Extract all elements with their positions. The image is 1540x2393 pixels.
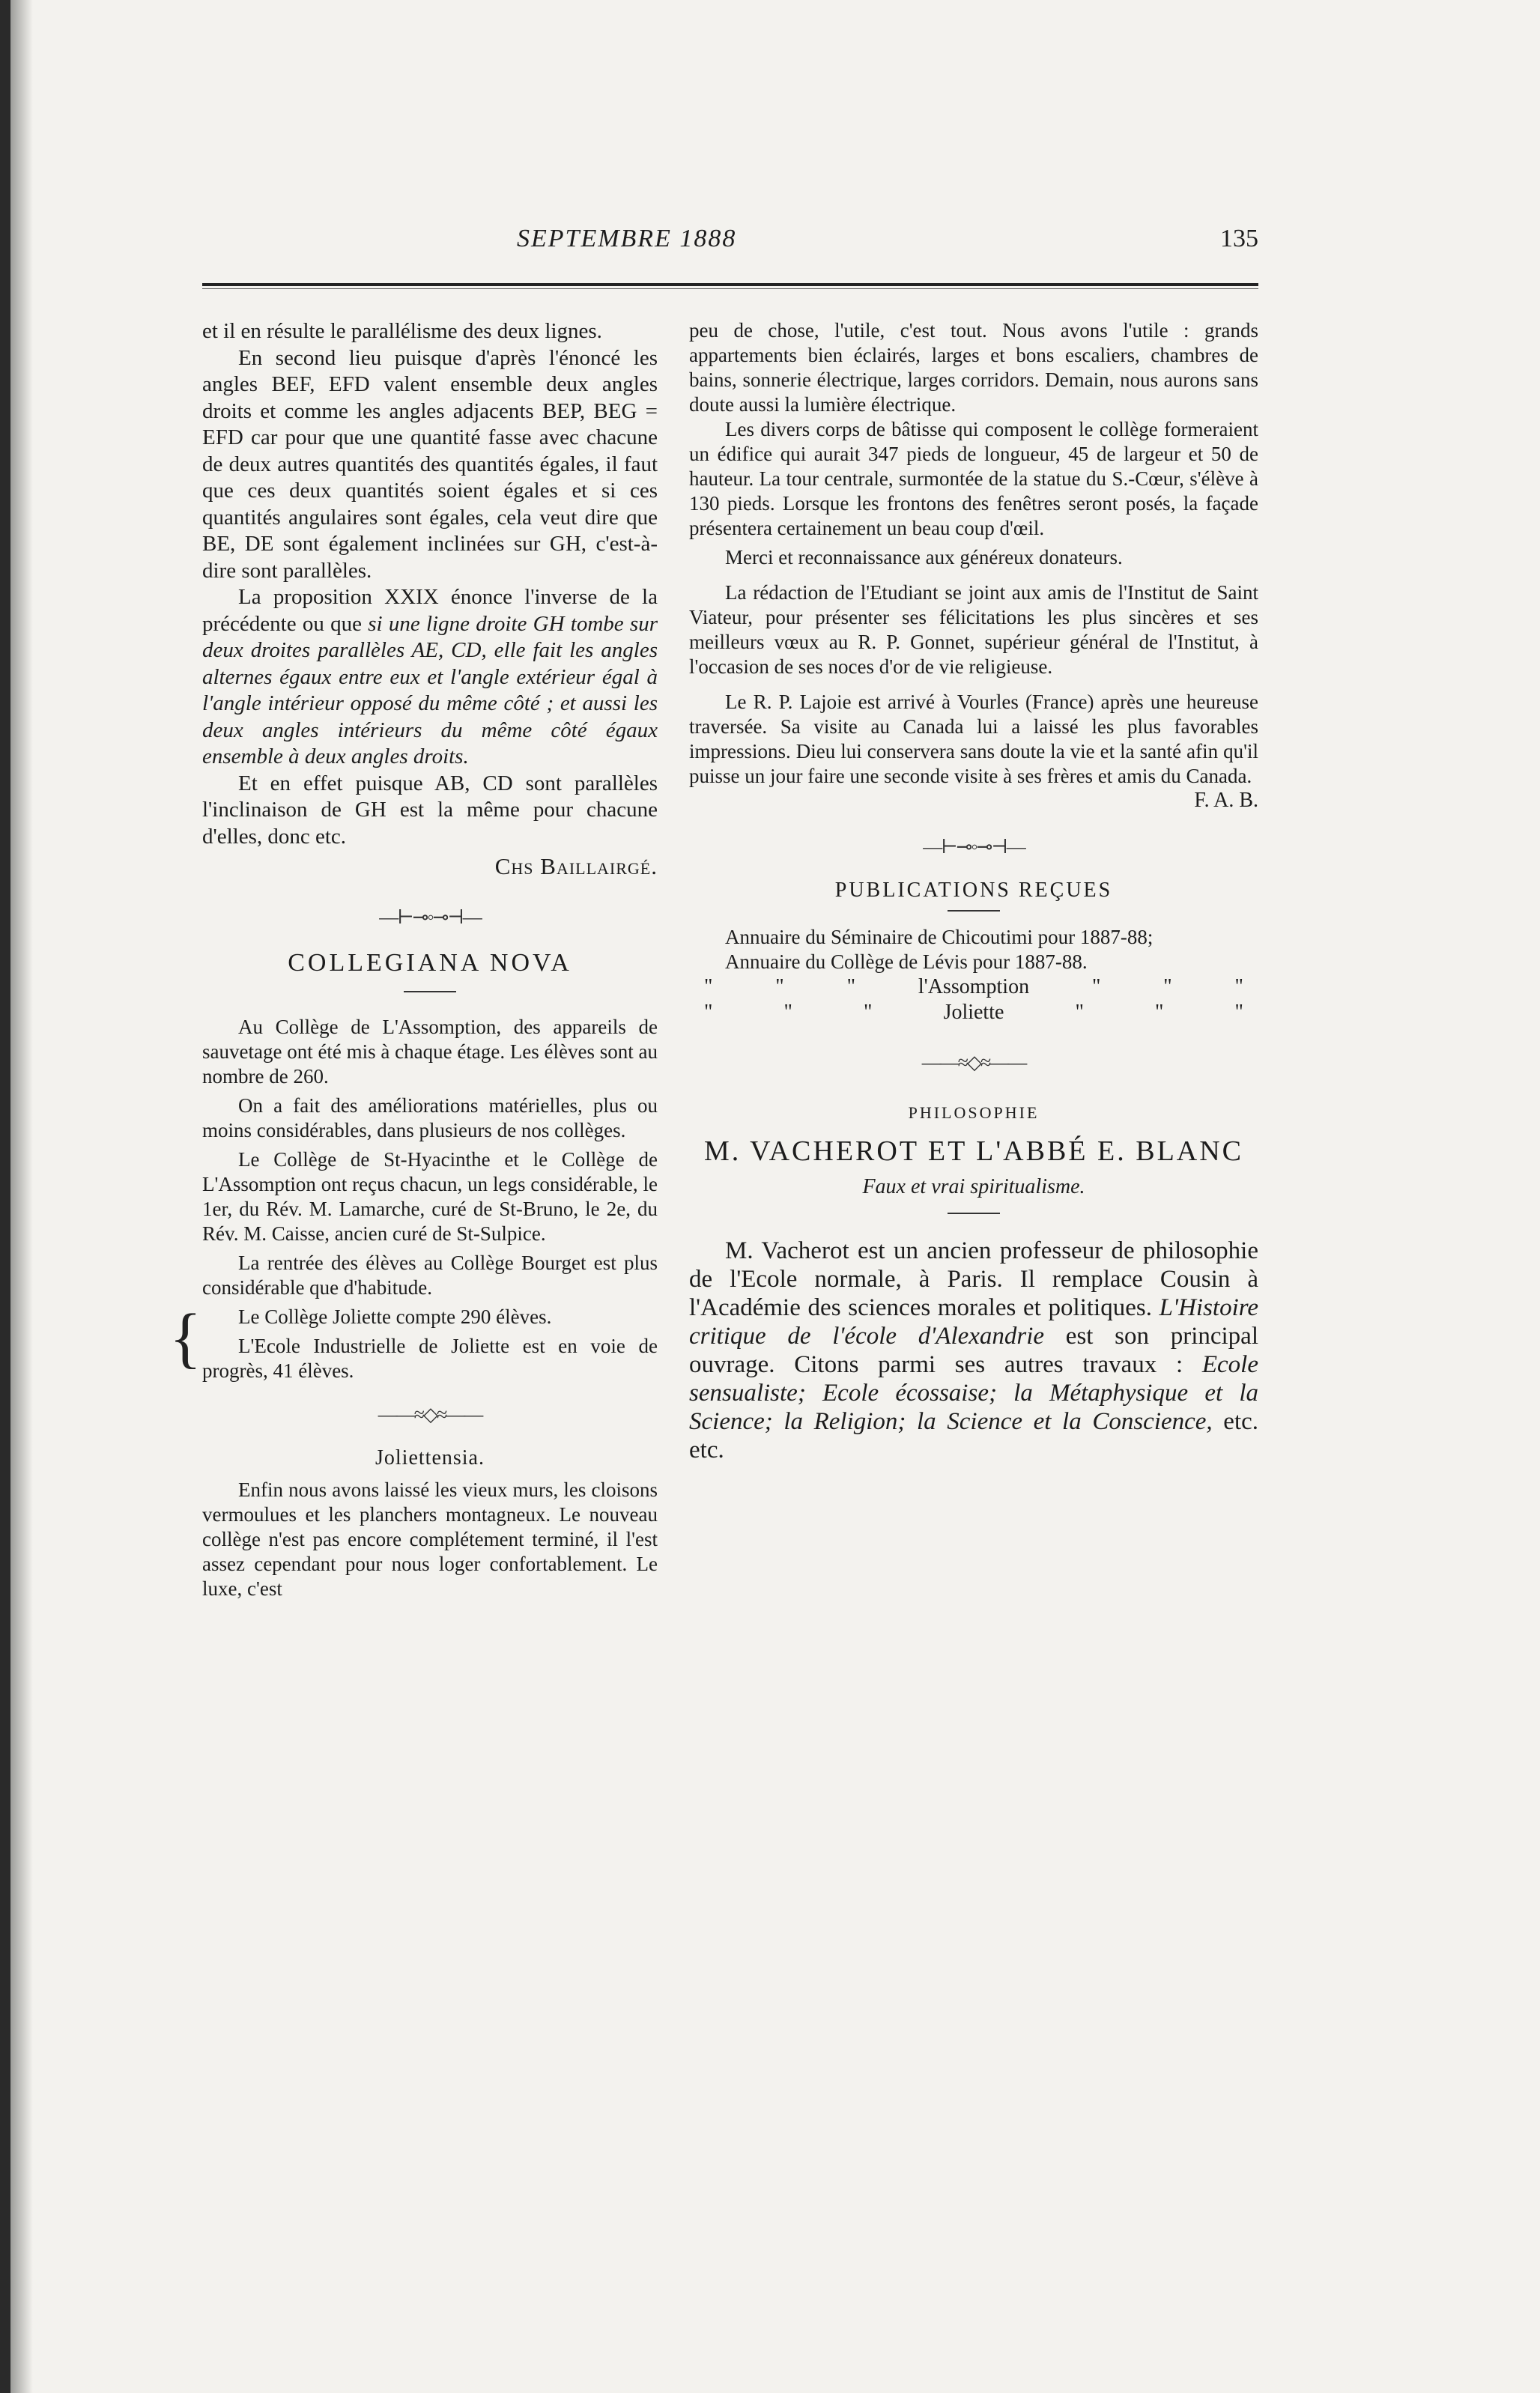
article-title: M. VACHEROT ET L'ABBÉ E. BLANC bbox=[703, 1135, 1244, 1167]
ornament-divider: —⊢⊸◦⊸⊣— bbox=[379, 906, 481, 928]
paragraph: La rédaction de l'Etudiant se joint aux amis de l'Institut de Saint Viateur, pour présenter ses félicitations les plus sincères et ses meilleurs vœux au R. P. Gonnet, supérieur général de l'Institut, à l'occasion de ses noces d'or de vie religieuse. bbox=[689, 581, 1258, 678]
paragraph: Les divers corps de bâtisse qui composent le collège formeraient un édifice qui aurait 347 pieds de longueur, 45 de largeur et 50 de hauteur. La tour centrale, surmontée de la statue du S.-Cœur, s'élève à 130 pieds. Lorsque les frontons des fenêtres seront posés, la façade présentera certainement un beau coup d'œil. bbox=[689, 418, 1258, 539]
article-subtitle: Faux et vrai spiritualisme. bbox=[862, 1175, 1085, 1198]
header-rule-thin bbox=[202, 288, 1258, 289]
paragraph bbox=[202, 584, 658, 771]
short-rule bbox=[948, 1213, 1000, 1214]
publication-item: " " " l'Assomption " " " bbox=[704, 975, 1243, 998]
page-edge-shadow bbox=[10, 0, 33, 2393]
news-item: Le Collège de St-Hyacinthe et le Collège de L'Assomption ont reçus chacun, un legs considérable, le 1er, du Rév. M. Lamarche, curé de St-Bruno, le 2e, du Rév. M. Caisse, ancien curé de St-Sulpice. bbox=[202, 1148, 658, 1245]
news-item: Le Collège Joliette compte 290 élèves. bbox=[238, 1305, 552, 1328]
publication-item: Annuaire du Séminaire de Chicoutimi pour 1887-88; bbox=[725, 926, 1154, 948]
paragraph: Merci et reconnaissance aux généreux donateurs. bbox=[725, 546, 1123, 568]
signature: Chs Baillairgé. bbox=[494, 853, 658, 879]
paragraph-lead: La proposition XXIX énonce l'inverse de la précédente ou que bbox=[202, 585, 658, 636]
right-column bbox=[689, 318, 1258, 1464]
publication-item: Annuaire du Collège de Lévis pour 1887-88. bbox=[725, 950, 1088, 973]
paragraph: Enfin nous avons laissé les vieux murs, les cloisons vermoulues et les planchers montagneux. Le nouveau collège n'est pas encore complétement terminé, il l'est assez cependant pour nous loger confortablement. Le luxe, c'est bbox=[202, 1478, 658, 1600]
paragraph-italic: si une ligne droite GH tombe sur deux droites parallèles AE, CD, elle fait les angles alternes égaux entre eux et l'angle extérieur égal à l'angle intérieur opposé du même côté ; et aussi les deux angles intérieurs du même côté égaux ensemble à deux angles droits. bbox=[202, 611, 658, 768]
header-title: SEPTEMBRE 1888 bbox=[517, 225, 737, 252]
short-rule bbox=[404, 991, 456, 992]
paragraph: peu de chose, l'utile, c'est tout. Nous avons l'utile : grands appartements bien éclairés, larges et bons escaliers, chambres de bains, sonnerie électrique, larges corridors. Demain, nous aurons sans doute aussi la lumière électrique. bbox=[689, 319, 1258, 416]
ornament-divider: ——≈◇≈—— bbox=[378, 1404, 482, 1425]
publication-item: " " " Joliette " " " bbox=[704, 1001, 1243, 1024]
page-header bbox=[202, 225, 1258, 262]
ornament-divider: —⊢⊸◦⊸⊣— bbox=[923, 836, 1025, 858]
paragraph: En second lieu puisque d'après l'énoncé les angles BEF, EFD valent ensemble deux angles droits et comme les angles adjacents BEP, BEG = EFD car pour que une quantité fasse avec chacune de deux autres quantités des quantités égales, il faut que ces deux quantités soient égales et si ces quantités angulaires sont égales, cela veut dire que BE, DE sont également inclinées sur GH, c'est-à-dire sont parallèles. bbox=[202, 345, 658, 583]
handwritten-bracket: { bbox=[169, 1301, 202, 1375]
page-edge bbox=[0, 0, 10, 2393]
news-item: L'Ecole Industrielle de Joliette est en voie de progrès, 41 élèves. bbox=[202, 1335, 658, 1382]
left-column bbox=[169, 318, 658, 1601]
header-rule bbox=[202, 283, 1258, 286]
page-number: 135 bbox=[1220, 225, 1258, 252]
subsection-title: Joliettensia. bbox=[375, 1446, 485, 1470]
initials: F. A. B. bbox=[1194, 789, 1258, 812]
news-item: Au Collège de L'Assomption, des appareils de sauvetage ont été mis à chaque étage. Les élèves sont au nombre de 260. bbox=[202, 1016, 658, 1088]
section-title: COLLEGIANA NOVA bbox=[288, 949, 572, 977]
news-item: La rentrée des élèves au Collège Bourget est plus considérable que d'habitude. bbox=[202, 1252, 658, 1299]
short-rule bbox=[948, 910, 1000, 912]
paragraph: M. Vacherot est un ancien professeur de philosophie de l'Ecole normale, à Paris. Il remplace Cousin à l'Académie des sciences morales et politiques. L'Histoire critique de l'école d'Alexandrie est son principal ouvrage. Citons parmi ses autres travaux : Ecole sensualiste; Ecole écossaise; la Métaphysique et la Science; la Religion; la Science et la Conscience, etc. etc. bbox=[689, 1237, 1259, 1464]
paragraph: Et en effet puisque AB, CD sont parallèles l'inclinaison de GH est la même pour chacune d'elles, donc etc. bbox=[202, 771, 658, 849]
paragraph: et il en résulte le parallélisme des deux lignes. bbox=[202, 319, 602, 343]
section-title: PUBLICATIONS REÇUES bbox=[834, 879, 1113, 902]
category-label: PHILOSOPHIE bbox=[908, 1103, 1040, 1122]
paragraph: Le R. P. Lajoie est arrivé à Vourles (France) après une heureuse traversée. Sa visite au Canada lui a laissé les plus favorables impressions. Dieu lui conservera sans doute la vie et la santé afin qu'il puisse un jour faire une seconde visite à ses frères et amis du Canada. bbox=[689, 691, 1258, 787]
ornament-divider: ——≈◇≈—— bbox=[921, 1052, 1026, 1073]
news-item: On a fait des améliorations matérielles, plus ou moins considérables, dans plusieurs de nos collèges. bbox=[202, 1094, 658, 1141]
